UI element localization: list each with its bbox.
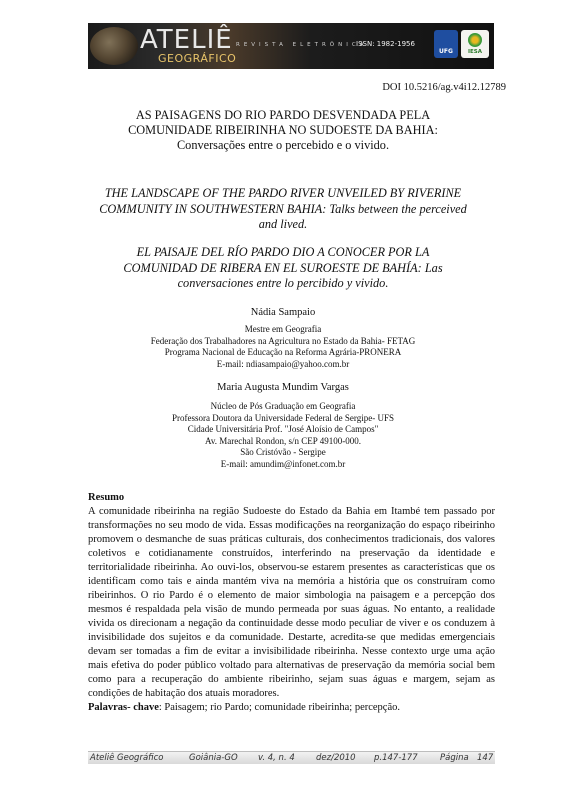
revista-label: REVISTA ELETRÔNICA <box>236 42 368 48</box>
globe-logo-icon <box>90 27 138 65</box>
brand-subtitle: GEOGRÁFICO <box>158 52 237 65</box>
journal-banner <box>88 23 494 69</box>
affiliation-line: Professora Doutora da Universidade Federal de Sergipe- UFS <box>171 412 395 423</box>
doi-label[interactable]: DOI 10.5216/ag.v4i12.12789 <box>382 82 506 93</box>
title-en-line: and lived. <box>258 217 308 231</box>
title-pt-line: AS PAISAGENS DO RIO PARDO DESVENDADA PELA <box>135 108 431 122</box>
author1-name: Nádia Sampaio <box>250 307 316 318</box>
affiliation-line: Cidade Universitária Prof. "José Aloísio de Campos" <box>187 424 379 434</box>
title-spanish <box>60 245 506 292</box>
keywords-text: : Paisagem; rio Pardo; comunidade ribeirinha; percepção. <box>158 702 401 713</box>
abstract-body: A comunidade ribeirinha na região Sudoeste do Estado da Bahia em Itambé tem passado por transformações no seu modo de vida. Essas modificações na reorganização do espaço ribeirinho promovem o desmanche de suas práticas culturais, dos conhecimentos tradicionais, dos valores coletivos e cotidianamente construídos, interferindo na preservação da identidade e territorialidade ribeirinha. Ao ouvi-los, observou-se estarem presentes as características que os identificam como tais e ainda mantém viva na memória a história que os construíram como ribeirinhos. O rio Pardo é o elemento de maior simbologia na paisagem e a percepção dos mesmos é respaldada pela visão de mundo permeada por suas águas. No entanto, a realidade vivida os direcionam a negação da continuidade desse modo peculiar de viver e os conduzem à invisibilidade dos sujeitos e da comunidade. Destarte, acredita-se que medidas emergenciais devam ser tomadas a fim de evitar a invisibilidade ribeirinha. Nesse contexto urge uma ação mais efetiva do poder público voltado para alternativas de preservação da memória social bem como para a recuperação do ambiente ribeirinho, sejam suas águas e margem, sejam as condições de habitação dos atuais moradores. <box>88 506 495 699</box>
title-portuguese <box>60 108 506 153</box>
author2-email[interactable]: E-mail: amundim@infonet.com.br <box>220 458 346 469</box>
author1-email[interactable]: E-mail: ndiasampaio@yahoo.com.br <box>216 358 350 369</box>
author1-affiliation <box>60 324 506 370</box>
affiliation-line: Núcleo de Pós Graduação em Geografia <box>210 401 356 411</box>
title-pt-line: Conversações entre o percebido e o vivido. <box>176 138 390 152</box>
affiliation-line: Federação dos Trabalhadores na Agricultura no Estado da Bahia- FETAG <box>150 335 416 346</box>
affiliation-line: Mestre em Geografia <box>244 324 322 334</box>
author2-affiliation <box>60 401 506 470</box>
keywords-line <box>88 701 495 715</box>
footer-date: dez/2010 <box>316 753 356 763</box>
page-footer <box>88 751 495 764</box>
footer-page-number: 147 <box>477 753 494 763</box>
keywords-label: Palavras- chave <box>88 702 159 713</box>
abstract-section <box>88 491 495 715</box>
title-es-line: EL PAISAJE DEL RÍO PARDO DIO A CONOCER POR LA <box>136 245 430 259</box>
affiliation-line: Programa Nacional de Educação na Reforma Agrária-PRONERA <box>164 347 402 357</box>
affiliation-line: Av. Marechal Rondon, s/n CEP 49100-000. <box>205 435 361 446</box>
title-es-line: COMUNIDAD DE RIBERA EN EL SUROESTE DE BAHÍA: Las <box>123 260 443 275</box>
title-es-line: conversaciones entre lo percibido y vivido. <box>177 276 389 290</box>
title-en-line: THE LANDSCAPE OF THE PARDO RIVER UNVEILED BY RIVERINE <box>104 186 462 200</box>
iesa-logo-icon: IESA <box>461 30 489 58</box>
author2-name: Maria Augusta Mundim Vargas <box>217 382 349 393</box>
title-pt-line: COMUNIDADE RIBEIRINHA NO SUDOESTE DA BAHIA: <box>128 123 438 137</box>
ufg-logo-icon: UFG <box>434 30 458 58</box>
footer-volume: v. 4, n. 4 <box>258 753 295 763</box>
footer-journal: Ateliê Geográfico <box>90 753 164 763</box>
footer-page-label: Página <box>440 753 469 763</box>
affiliation-line: São Cristóvão - Sergipe <box>240 447 326 457</box>
abstract-heading: Resumo <box>88 492 125 503</box>
brand-title: ATELIÊ <box>140 25 233 55</box>
footer-city: Goiânia-GO <box>189 753 238 763</box>
title-en-line: COMMUNITY IN SOUTHWESTERN BAHIA: Talks between the perceived <box>99 201 467 216</box>
footer-pages: p.147-177 <box>374 753 418 763</box>
title-english <box>60 186 506 233</box>
issn-label: ISSN: 1982-1956 <box>356 40 415 48</box>
